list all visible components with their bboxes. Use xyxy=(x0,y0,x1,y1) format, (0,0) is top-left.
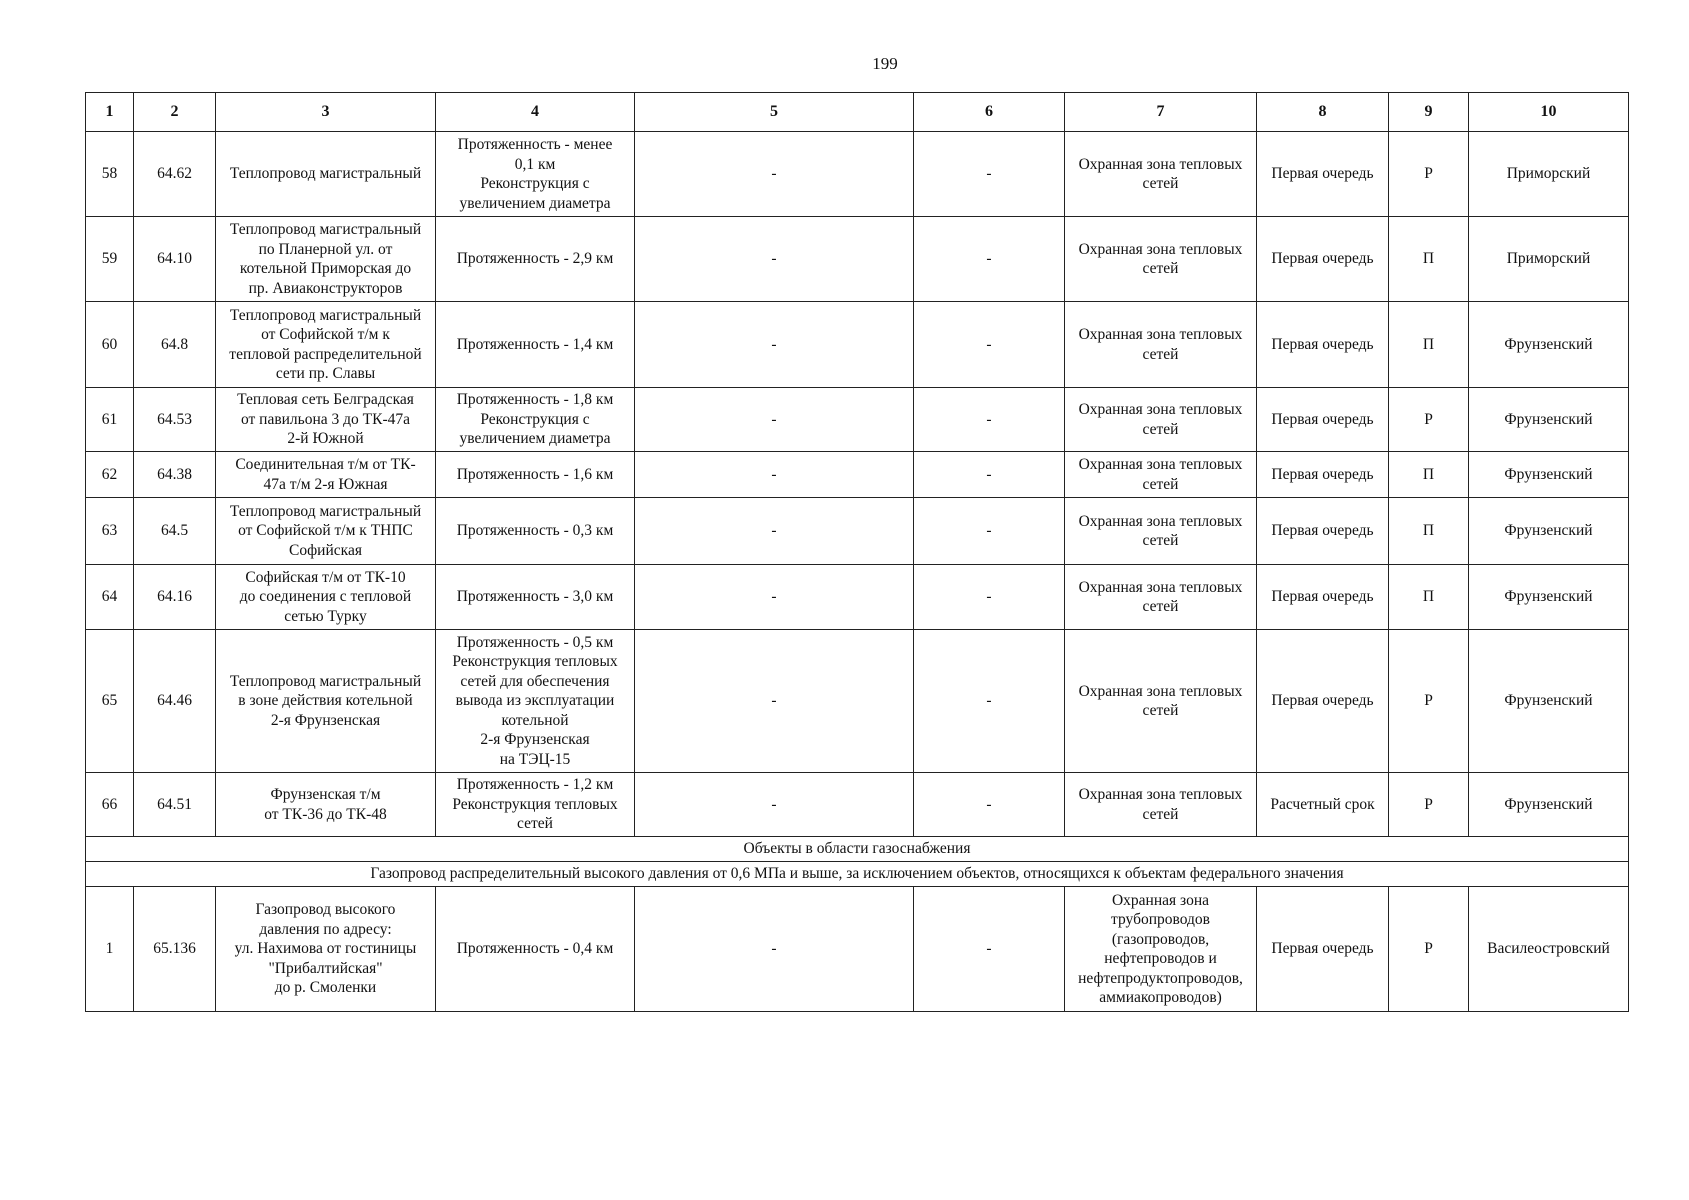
protection-zone: Охранная зона тепловых сетей xyxy=(1065,565,1257,630)
section-title: Объекты в области газоснабжения xyxy=(86,837,1629,862)
column-header: 9 xyxy=(1389,93,1469,132)
column-5-value: - xyxy=(635,302,914,388)
object-description: Протяженность - 3,0 км xyxy=(436,565,635,630)
object-description: Протяженность - 0,5 км Реконструкция тепловых сетей для обеспечения вывода из эксплуатации котельной 2-я Фрунзенская на ТЭЦ-15 xyxy=(436,630,635,773)
table-row xyxy=(86,388,1629,452)
protection-zone: Охранная зона трубопроводов (газопроводов, нефтепроводов и нефтепродуктопроводов, аммиакопроводов) xyxy=(1065,887,1257,1012)
object-code: 64.53 xyxy=(134,388,216,452)
column-header: 4 xyxy=(436,93,635,132)
column-header: 10 xyxy=(1469,93,1629,132)
protection-zone: Охранная зона тепловых сетей xyxy=(1065,132,1257,217)
table-row xyxy=(86,565,1629,630)
row-number: 58 xyxy=(86,132,134,217)
object-name: Фрунзенская т/м от ТК-36 до ТК-48 xyxy=(216,773,436,837)
district: Василеостровский xyxy=(1469,887,1629,1012)
objects-table xyxy=(85,92,1629,1012)
district: Фрунзенский xyxy=(1469,388,1629,452)
object-name: Теплопровод магистральный в зоне действия котельной 2-я Фрунзенская xyxy=(216,630,436,773)
object-code: 64.46 xyxy=(134,630,216,773)
implementation-term: Первая очередь xyxy=(1257,132,1389,217)
object-description: Протяженность - 2,9 км xyxy=(436,217,635,302)
protection-zone: Охранная зона тепловых сетей xyxy=(1065,630,1257,773)
object-code: 64.62 xyxy=(134,132,216,217)
implementation-term: Первая очередь xyxy=(1257,388,1389,452)
protection-zone: Охранная зона тепловых сетей xyxy=(1065,452,1257,498)
object-description: Протяженность - менее 0,1 км Реконструкция с увеличением диаметра xyxy=(436,132,635,217)
object-description: Протяженность - 0,3 км xyxy=(436,498,635,565)
status-code: Р xyxy=(1389,887,1469,1012)
district: Фрунзенский xyxy=(1469,565,1629,630)
column-6-value: - xyxy=(914,498,1065,565)
row-number: 1 xyxy=(86,887,134,1012)
row-number: 66 xyxy=(86,773,134,837)
protection-zone: Охранная зона тепловых сетей xyxy=(1065,773,1257,837)
column-6-value: - xyxy=(914,132,1065,217)
column-5-value: - xyxy=(635,217,914,302)
table-row xyxy=(86,630,1629,773)
object-code: 64.5 xyxy=(134,498,216,565)
column-header: 7 xyxy=(1065,93,1257,132)
table-row xyxy=(86,452,1629,498)
column-6-value: - xyxy=(914,630,1065,773)
column-6-value: - xyxy=(914,302,1065,388)
district: Фрунзенский xyxy=(1469,773,1629,837)
column-5-value: - xyxy=(635,388,914,452)
implementation-term: Первая очередь xyxy=(1257,217,1389,302)
status-code: П xyxy=(1389,217,1469,302)
column-6-value: - xyxy=(914,388,1065,452)
header-row xyxy=(86,93,1629,132)
object-description: Протяженность - 1,4 км xyxy=(436,302,635,388)
column-5-value: - xyxy=(635,773,914,837)
column-header: 1 xyxy=(86,93,134,132)
table-row xyxy=(86,132,1629,217)
section-row xyxy=(86,837,1629,862)
page-number: 199 xyxy=(872,54,898,73)
table-row xyxy=(86,498,1629,565)
object-code: 64.10 xyxy=(134,217,216,302)
row-number: 59 xyxy=(86,217,134,302)
column-header: 3 xyxy=(216,93,436,132)
district: Приморский xyxy=(1469,217,1629,302)
district: Фрунзенский xyxy=(1469,630,1629,773)
column-5-value: - xyxy=(635,452,914,498)
object-name: Газопровод высокого давления по адресу: ул. Нахимова от гостиницы "Прибалтийская" до р. Смоленки xyxy=(216,887,436,1012)
row-number: 63 xyxy=(86,498,134,565)
district: Приморский xyxy=(1469,132,1629,217)
status-code: П xyxy=(1389,498,1469,565)
status-code: П xyxy=(1389,452,1469,498)
object-code: 64.38 xyxy=(134,452,216,498)
district: Фрунзенский xyxy=(1469,452,1629,498)
district: Фрунзенский xyxy=(1469,302,1629,388)
object-code: 64.51 xyxy=(134,773,216,837)
object-code: 64.8 xyxy=(134,302,216,388)
object-description: Протяженность - 1,6 км xyxy=(436,452,635,498)
object-name: Тепловая сеть Белградская от павильона 3 до ТК-47а 2-й Южной xyxy=(216,388,436,452)
protection-zone: Охранная зона тепловых сетей xyxy=(1065,217,1257,302)
column-header: 2 xyxy=(134,93,216,132)
column-6-value: - xyxy=(914,773,1065,837)
status-code: П xyxy=(1389,302,1469,388)
table-row xyxy=(86,217,1629,302)
protection-zone: Охранная зона тепловых сетей xyxy=(1065,388,1257,452)
object-name: Софийская т/м от ТК-10 до соединения с тепловой сетью Турку xyxy=(216,565,436,630)
row-number: 60 xyxy=(86,302,134,388)
status-code: Р xyxy=(1389,388,1469,452)
object-description: Протяженность - 1,8 км Реконструкция с увеличением диаметра xyxy=(436,388,635,452)
status-code: Р xyxy=(1389,132,1469,217)
column-5-value: - xyxy=(635,630,914,773)
object-code: 64.16 xyxy=(134,565,216,630)
subsection-title: Газопровод распределительный высокого давления от 0,6 МПа и выше, за исключением объектов, относящихся к объектам федерального значения xyxy=(86,862,1629,887)
row-number: 62 xyxy=(86,452,134,498)
status-code: П xyxy=(1389,565,1469,630)
column-6-value: - xyxy=(914,565,1065,630)
implementation-term: Первая очередь xyxy=(1257,302,1389,388)
column-5-value: - xyxy=(635,887,914,1012)
object-name: Теплопровод магистральный по Планерной ул. от котельной Приморская до пр. Авиаконструкторов xyxy=(216,217,436,302)
column-5-value: - xyxy=(635,498,914,565)
table-row xyxy=(86,773,1629,837)
status-code: Р xyxy=(1389,773,1469,837)
column-header: 5 xyxy=(635,93,914,132)
column-5-value: - xyxy=(635,132,914,217)
table-row xyxy=(86,887,1629,1012)
status-code: Р xyxy=(1389,630,1469,773)
object-description: Протяженность - 1,2 км Реконструкция тепловых сетей xyxy=(436,773,635,837)
column-header: 8 xyxy=(1257,93,1389,132)
object-description: Протяженность - 0,4 км xyxy=(436,887,635,1012)
column-6-value: - xyxy=(914,217,1065,302)
implementation-term: Первая очередь xyxy=(1257,498,1389,565)
object-name: Соединительная т/м от ТК- 47а т/м 2-я Южная xyxy=(216,452,436,498)
column-6-value: - xyxy=(914,887,1065,1012)
protection-zone: Охранная зона тепловых сетей xyxy=(1065,498,1257,565)
row-number: 65 xyxy=(86,630,134,773)
table-row xyxy=(86,302,1629,388)
subsection-row xyxy=(86,862,1629,887)
object-name: Теплопровод магистральный от Софийской т/м к ТНПС Софийская xyxy=(216,498,436,565)
implementation-term: Первая очередь xyxy=(1257,565,1389,630)
column-6-value: - xyxy=(914,452,1065,498)
implementation-term: Расчетный срок xyxy=(1257,773,1389,837)
object-code: 65.136 xyxy=(134,887,216,1012)
row-number: 61 xyxy=(86,388,134,452)
implementation-term: Первая очередь xyxy=(1257,887,1389,1012)
row-number: 64 xyxy=(86,565,134,630)
column-5-value: - xyxy=(635,565,914,630)
column-header: 6 xyxy=(914,93,1065,132)
district: Фрунзенский xyxy=(1469,498,1629,565)
implementation-term: Первая очередь xyxy=(1257,630,1389,773)
object-name: Теплопровод магистральный xyxy=(216,132,436,217)
implementation-term: Первая очередь xyxy=(1257,452,1389,498)
object-name: Теплопровод магистральный от Софийской т/м к тепловой распределительной сети пр. Славы xyxy=(216,302,436,388)
protection-zone: Охранная зона тепловых сетей xyxy=(1065,302,1257,388)
